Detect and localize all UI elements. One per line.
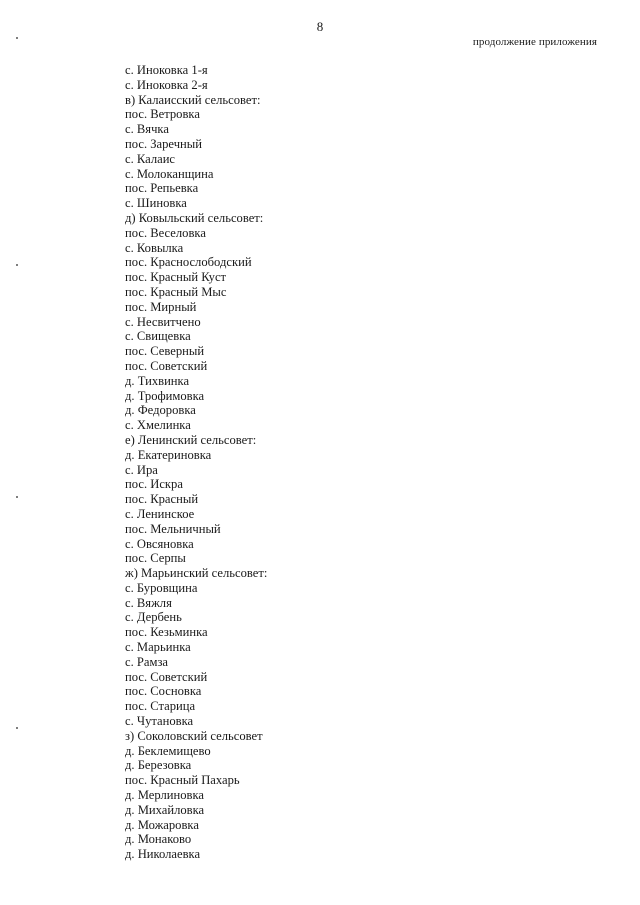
settlement-entry: пос. Красный Куст [125,270,227,285]
settlement-entry: с. Марьинка [125,640,191,655]
settlement-entry: д. Монаково [125,832,192,847]
settlement-entry: с. Буровщина [125,580,198,595]
settlement-entry: с. Вячка [125,122,169,137]
continuation-label: продолжение приложения [472,36,597,48]
scan-mark [16,37,18,39]
scan-mark [16,727,18,729]
settlement-entry: пос. Красный Пахарь [125,773,240,788]
settlement-entry: с. Чутановка [125,714,194,729]
settlement-entry: д. Мерлиновка [125,788,204,803]
settlement-list [125,63,267,862]
settlement-entry: в) Калаисский сельсовет: [125,92,261,107]
settlement-entry: с. Шиновка [125,196,187,211]
settlement-entry: с. Вяжля [125,595,172,610]
settlement-entry: д. Михайловка [125,802,205,817]
settlement-entry: ж) Марьинский сельсовет: [125,566,268,581]
settlement-entry: д. Николаевка [125,847,201,862]
settlement-entry: д. Беклемищево [125,743,211,758]
settlement-entry: с. Калаис [125,151,176,166]
settlement-entry: пос. Красный [125,492,199,507]
settlement-entry: д. Можаровка [125,817,199,832]
settlement-entry: пос. Краснослободский [125,255,252,270]
settlement-entry: с. Ленинское [125,506,195,521]
settlement-entry: пос. Искра [125,477,183,492]
settlement-entry: д. Трофимовка [125,388,205,403]
settlement-entry: пос. Мельничный [125,521,221,536]
settlement-entry: с. Молоканщина [125,166,214,181]
settlement-entry: з) Соколовский сельсовет [125,728,263,743]
scan-mark [16,496,18,498]
settlement-entry: д. Федоровка [125,403,196,418]
settlement-entry: пос. Мирный [125,299,197,314]
settlement-entry: д. Екатериновка [125,447,212,462]
settlement-entry: с. Несвитчено [125,314,201,329]
settlement-entry: пос. Советский [125,669,208,684]
settlement-entry: пос. Кезьминка [125,625,208,640]
settlement-entry: пос. Веселовка [125,225,206,240]
settlement-entry: пос. Серпы [125,551,186,566]
settlement-entry: пос. Ветровка [125,107,200,122]
settlement-entry: пос. Заречный [125,136,202,151]
settlement-entry: пос. Сосновка [125,684,202,699]
settlement-entry: д. Березовка [125,758,192,773]
settlement-entry: с. Рамза [125,654,169,669]
settlement-entry: д) Ковыльский сельсовет: [125,210,264,225]
settlement-entry: с. Хмелинка [125,418,191,433]
page-number: 8 [316,19,324,34]
settlement-entry: пос. Советский [125,358,208,373]
settlement-entry: с. Ира [125,462,158,477]
settlement-entry: с. Иноковка 1-я [125,63,208,77]
settlement-entry: д. Тихвинка [125,373,190,388]
settlement-entry: е) Ленинский сельсовет: [125,432,257,447]
settlement-entry: пос. Старица [125,699,196,714]
settlement-entry: с. Овсяновка [125,536,194,551]
settlement-entry: пос. Северный [125,344,205,359]
settlement-entry: с. Иноковка 2-я [125,77,208,92]
settlement-entry: с. Ковылка [125,240,184,255]
settlement-entry: с. Дербень [125,610,182,625]
settlement-entry: с. Свищевка [125,329,191,344]
scan-mark [16,264,18,266]
settlement-entry: пос. Репьевка [125,181,199,196]
settlement-entry: пос. Красный Мыс [125,284,227,299]
